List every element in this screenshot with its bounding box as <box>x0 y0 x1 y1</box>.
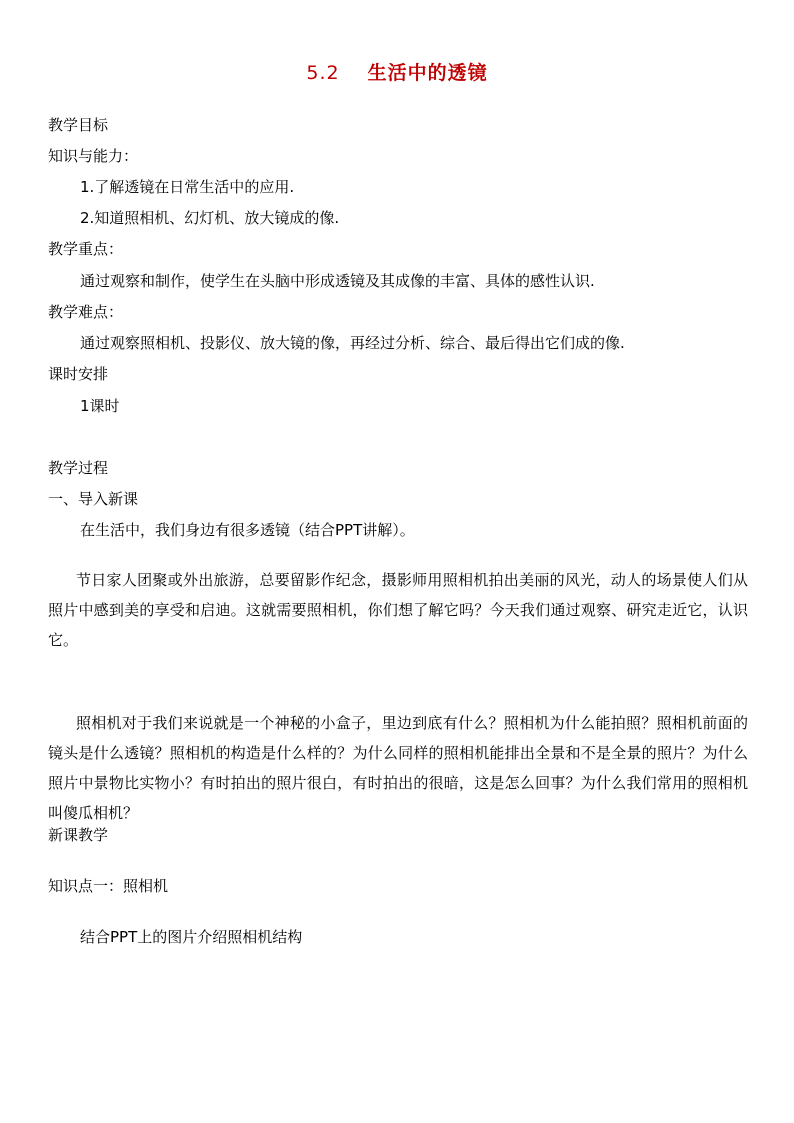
paragraph-2: 照相机对于我们来说就是一个神秘的小盒子，里边到底有什么？照相机为什么能拍照？照相机前面的镜头是什么透镜？照相机的构造是什么样的？为什么同样的照相机能排出全景和不是全景的照片？为什么照片中景物比实物小？有时拍出的照片很白，有时拍出的很暗，这是怎么回事？为什么我们常用的照相机叫傻瓜相机？ <box>48 714 748 822</box>
knowledge-item: 2.知道照相机、幻灯机、放大镜成的像. <box>80 209 340 227</box>
key-points-text: 通过观察和制作，使学生在头脑中形成透镜及其成像的丰富、具体的感性认识. <box>80 272 595 290</box>
knowledge-point-1-text: 结合PPT上的图片介绍照相机结构 <box>80 928 303 946</box>
section-number: 5.2 <box>306 62 340 84</box>
knowledge-heading: 知识与能力： <box>48 147 139 165</box>
key-points-heading: 教学重点： <box>48 240 124 258</box>
schedule-text: 1课时 <box>80 397 120 415</box>
process-heading: 教学过程 <box>48 459 109 477</box>
knowledge-point-1-heading: 知识点一：照相机 <box>48 877 169 895</box>
schedule-heading: 课时安排 <box>48 365 109 383</box>
intro-heading: 一、导入新课 <box>48 490 139 508</box>
page-title <box>0 58 794 85</box>
knowledge-item: 1.了解透镜在日常生活中的应用. <box>80 178 295 196</box>
title-text: 生活中的透镜 <box>367 62 488 84</box>
difficulties-heading: 教学难点： <box>48 303 124 321</box>
difficulties-text: 通过观察照相机、投影仪、放大镜的像，再经过分析、综合、最后得出它们成的像. <box>80 334 625 352</box>
new-lesson-heading: 新课教学 <box>48 826 109 844</box>
intro-text: 在生活中，我们身边有很多透镜（结合PPT讲解）。 <box>80 521 415 539</box>
objectives-heading: 教学目标 <box>48 116 109 134</box>
paragraph-1: 节日家人团聚或外出旅游，总要留影作纪念，摄影师用照相机拍出美丽的风光，动人的场景使人们从照片中感到美的享受和启迪。这就需要照相机，你们想了解它吗？今天我们通过观察、研究走近它，认识它。 <box>48 571 748 649</box>
